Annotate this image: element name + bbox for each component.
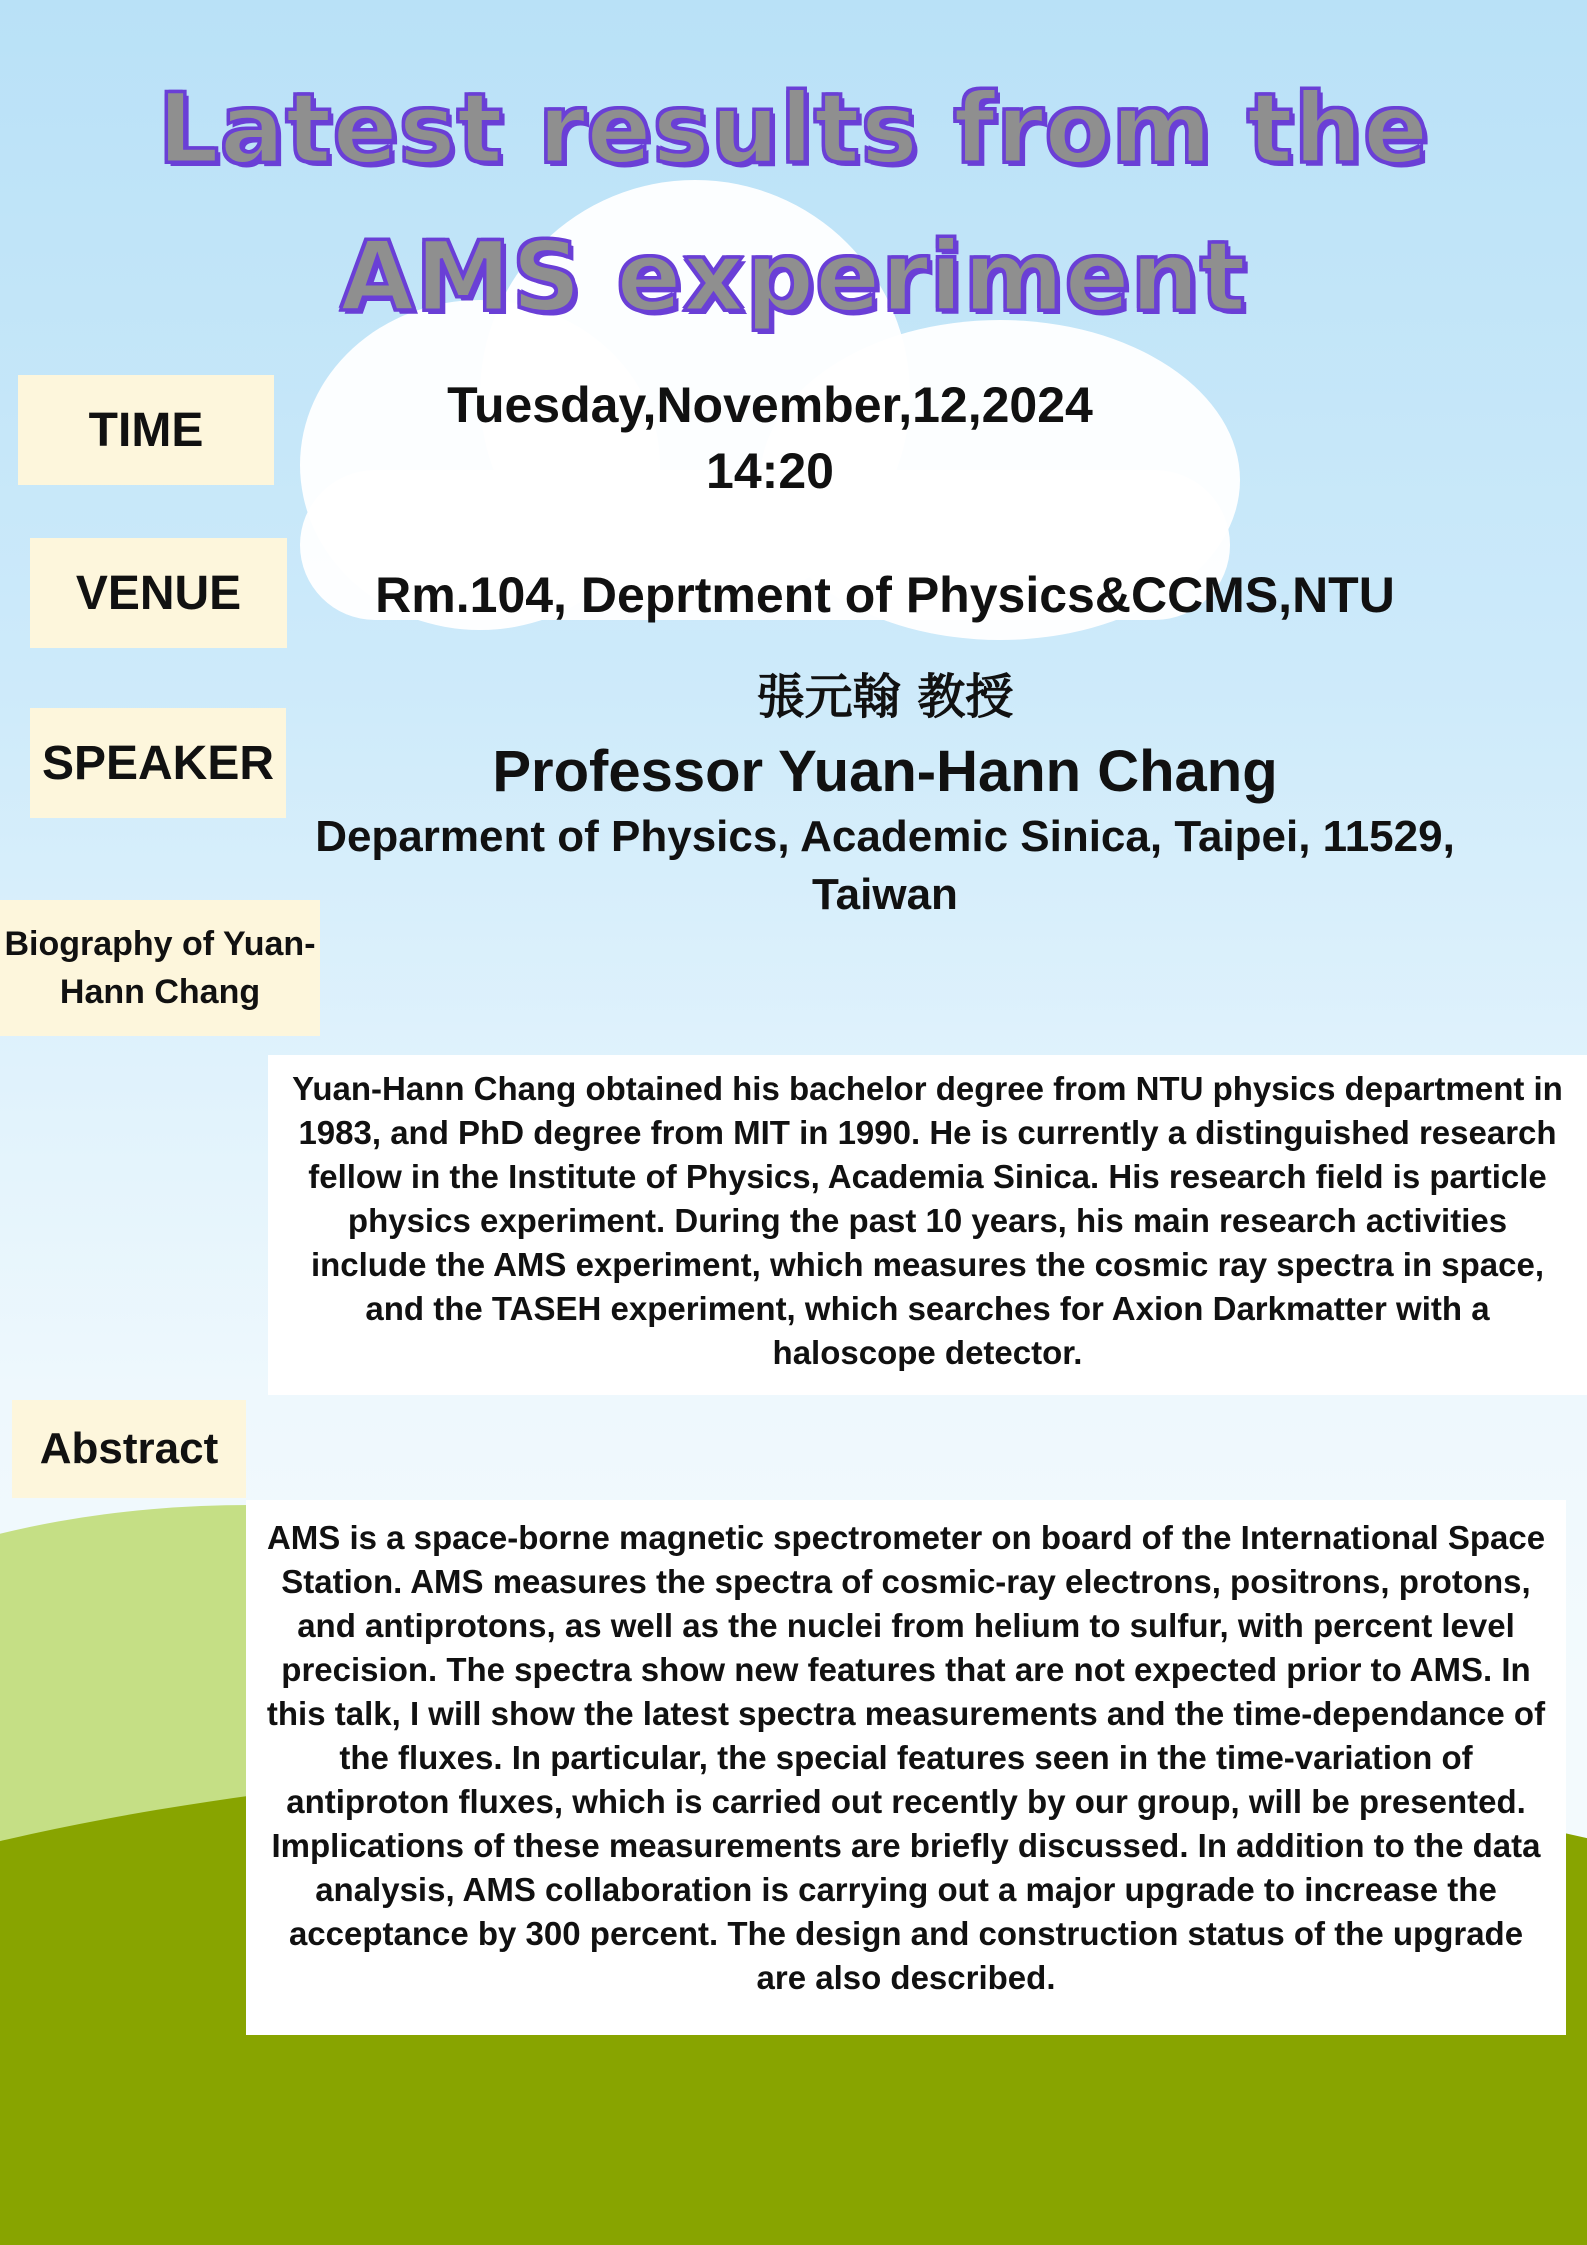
clock-text: 14:20 — [706, 443, 834, 499]
time-label: TIME — [18, 375, 274, 485]
venue-value: Rm.104, Deprtment of Physics&CCMS,NTU — [375, 567, 1395, 623]
poster-title: Latest results from the AMS experiment — [157, 73, 1430, 333]
abstract-text: AMS is a space-borne magnetic spectrometer on board of the International Space Station. AMS measures the spectra of cosmic-ray electrons, positrons, protons, and antiprotons, as well as the nuclei from helium to sulfur, with percent level precision. The spectra show new features that are not expected prior to AMS. In this talk, I will show the latest spectra measurements and the time-dependance of the fluxes. In particular, the special features seen in the time-variation of antiproton fluxes, which is carried out recently by our group, will be presented. Implications of these measurements are briefly discussed. In addition to the data analysis, AMS collaboration is carrying out a major upgrade to increase the acceptance by 300 percent. The design and construction status of the upgrade are also described. — [246, 1500, 1566, 2035]
speaker-name-chinese: 張元翰 教授 — [756, 669, 1014, 725]
time-value — [370, 372, 1170, 504]
biography-label: Biography of Yuan-Hann Chang — [0, 900, 320, 1036]
date-text: Tuesday,November,12,2024 — [447, 377, 1093, 433]
speaker-affiliation: Deparment of Physics, Academic Sinica, Taipei, 11529, Taiwan — [315, 812, 1455, 919]
abstract-label: Abstract — [12, 1400, 246, 1498]
speaker-label: SPEAKER — [30, 708, 286, 818]
biography-text: Yuan-Hann Chang obtained his bachelor degree from NTU physics department in 1983, and PhD degree from MIT in 1990. He is currently a distinguished research fellow in the Institute of Physics, Academia Sinica. His research field is particle physics experiment. During the past 10 years, his main research activities include the AMS experiment, which measures the cosmic ray spectra in space, and the TASEH experiment, which searches for Axion Darkmatter with a haloscope detector. — [268, 1055, 1587, 1395]
speaker-name: Professor Yuan-Hann Chang — [492, 739, 1278, 804]
venue-label: VENUE — [30, 538, 287, 648]
